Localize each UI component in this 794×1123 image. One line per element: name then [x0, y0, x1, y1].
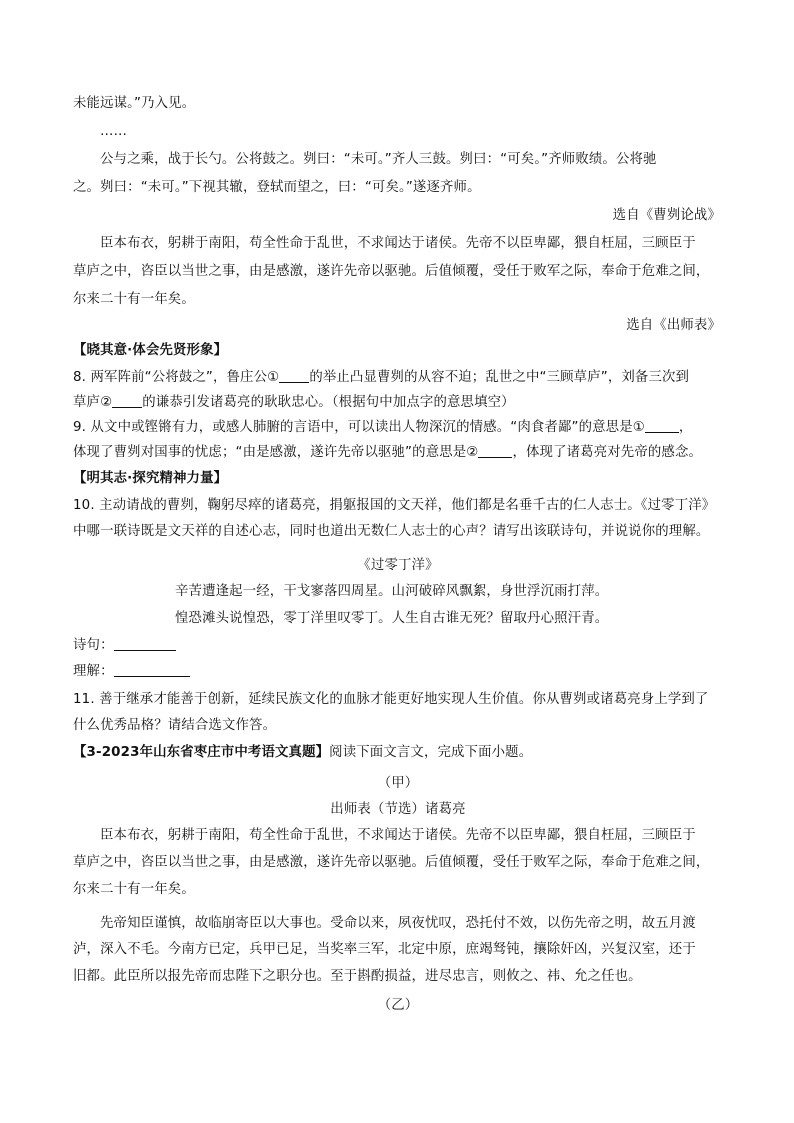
- exam-source-heading: 【3-2023年山东省枣庄市中考语文真题】: [73, 745, 330, 760]
- question-10: 10. 主动请战的曹刿，鞠躬尽瘁的诸葛亮，捐躯报国的文天祥，他们都是名垂千古的仁人志士。《过零丁洋》: [73, 498, 716, 513]
- question-text: 9. 从文中或铿锵有力，或感人肺腑的言语中，可以读出人物深沉的情感。“肉食者鄙”的意思是①: [73, 420, 645, 435]
- question-8: [73, 368, 723, 388]
- text-line: 臣本布衣，躬耕于南阳，苟全性命于乱世，不求闻达于诸侯。先帝不以臣卑鄙，猥自枉屈，三顾臣于: [100, 236, 696, 251]
- answer-blank[interactable]: [478, 443, 512, 458]
- text-line: 草庐之中，咨臣以当世之事，由是感激，遂许先帝以驱驰。后值倾覆，受任于败军之际，奉命于危难之间，: [73, 264, 710, 279]
- question-text: 的举止凸显曹刿的从容不迫；乱世之中“三顾草庐”，刘备三次到: [309, 370, 690, 385]
- question-text: 8. 两军阵前“公将鼓之”，鲁庄公①: [73, 370, 280, 385]
- question-text: ，: [678, 420, 693, 435]
- poem-answer-line: [73, 636, 723, 656]
- text-line: 公与之乘，战于长勺。公将鼓之。刿曰：“未可。”齐人三鼓。刿曰：“可矣。”齐师败绩。公将驰: [100, 152, 657, 167]
- passage-label-a: （甲）: [377, 776, 419, 791]
- text-line: 草庐之中，咨臣以当世之事，由是感激，遂许先帝以驱驰。后值倾覆，受任于败军之际，奉命于危难之间，: [73, 855, 710, 870]
- question-text: 草庐②: [73, 395, 113, 410]
- text-line: 先帝知臣谨慎，故临崩寄臣以大事也。受命以来，夙夜忧叹，恐托付不效，以伤先帝之明，故五月渡: [100, 916, 696, 931]
- answer-blank[interactable]: [112, 393, 142, 408]
- passage-label-b: （乙）: [377, 998, 419, 1013]
- poem-title: 《过零丁洋》: [357, 558, 439, 573]
- question-text: 体现了曹刿对国事的忧虑；“由是感激，遂许先帝以驱驰”的意思是②: [73, 445, 479, 460]
- question-text: 的谦恭引发诸葛亮的耿耿忠心。（根据句中加点字的意思填空）: [142, 395, 515, 410]
- poem-line: 辛苦遭逢起一经，干戈寥落四周星。山河破碎风飘絮，身世浮沉雨打萍。: [175, 584, 609, 599]
- answer-label: 理解：: [73, 664, 114, 679]
- ellipsis-line: ……: [100, 124, 128, 139]
- instruction-text: 阅读下面文言文，完成下面小题。: [329, 745, 533, 760]
- answer-blank[interactable]: [279, 368, 309, 383]
- question-9-cont: [73, 443, 723, 463]
- text-line: 尔来二十有一年矣。: [73, 882, 195, 897]
- text-line: 泸，深入不毛。今南方已定，兵甲已足，当奖率三军，北定中原，庶竭驽钝，攘除奸凶，兴复汉室，还于: [73, 942, 696, 957]
- section-heading: 【明其志·探究精神力量】: [73, 471, 228, 486]
- question-11-cont: 什么优秀品格？请结合选文作答。: [73, 718, 277, 733]
- understanding-answer-line: [73, 662, 723, 682]
- answer-blank[interactable]: [645, 418, 679, 433]
- question-9: [73, 418, 723, 438]
- answer-blank[interactable]: [114, 662, 190, 677]
- answer-blank[interactable]: [114, 636, 176, 651]
- section-heading: 【晓其意·体会先贤形象】: [73, 343, 228, 358]
- source-citation: 选自《曹刿论战》: [612, 208, 721, 223]
- poem-line: 惶恐滩头说惶恐，零丁洋里叹零丁。人生自古谁无死？留取丹心照汗青。: [175, 611, 609, 626]
- answer-label: 诗句：: [73, 638, 114, 653]
- question-10-cont: 中哪一联诗既是文天祥的自述心志，同时也道出无数仁人志士的心声？请写出该联诗句，并说说你的理解。: [73, 524, 710, 539]
- text-line: 旧都。此臣所以报先帝而忠陛下之职分也。至于斟酌损益，进尽忠言，则攸之、祎、允之任也。: [73, 969, 642, 984]
- passage-title: 出师表（节选）诸葛亮: [330, 802, 466, 817]
- source-citation: 选自《出师表》: [626, 318, 721, 333]
- exam-source-line: [73, 743, 723, 763]
- question-11: 11. 善于继承才能善于创新，延续民族文化的血脉才能更好地实现人生价值。你从曹刿或诸葛亮身上学到了: [73, 692, 709, 707]
- text-line: 臣本布衣，躬耕于南阳，苟全性命于乱世，不求闻达于诸侯。先帝不以臣卑鄙，猥自枉屈，三顾臣于: [100, 828, 696, 843]
- question-8-cont: [73, 393, 723, 413]
- question-text: ，体现了诸葛亮对先帝的感念。: [512, 445, 703, 460]
- text-line: 未能远谋。”乃入见。: [73, 96, 196, 111]
- text-line: 尔来二十有一年矣。: [73, 292, 195, 307]
- text-line: 之。刿曰：“未可。”下视其辙，登轼而望之，曰：“可矣。”遂逐齐师。: [73, 180, 481, 195]
